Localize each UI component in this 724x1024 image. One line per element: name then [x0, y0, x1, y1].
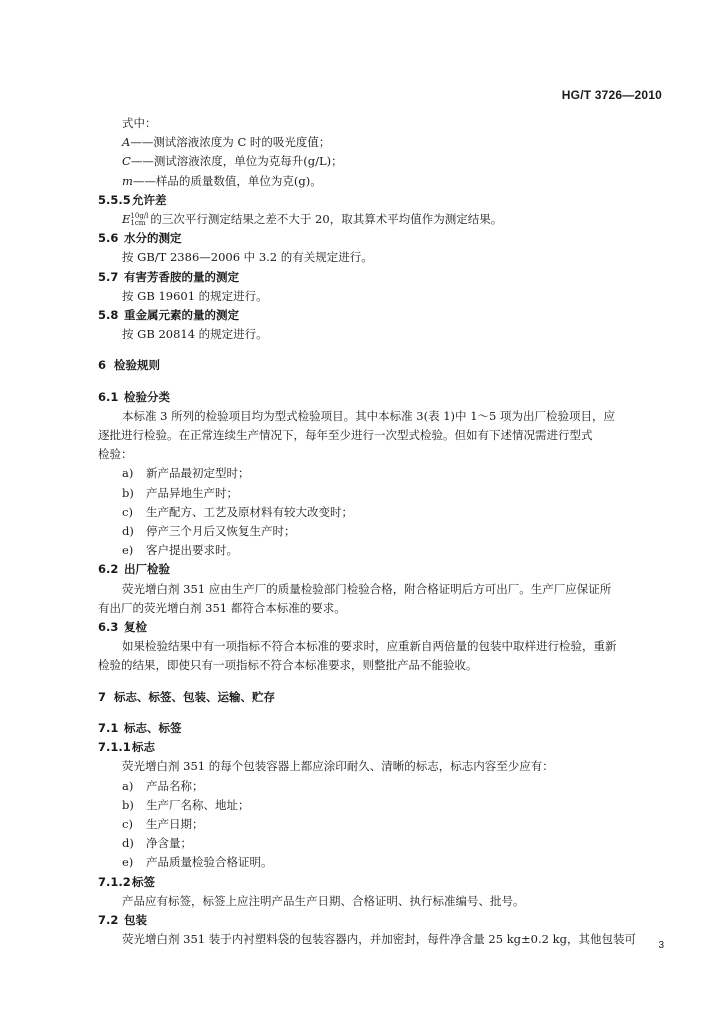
section-heading — [98, 191, 668, 210]
section-number: 6.2 — [98, 562, 119, 577]
list-item — [98, 853, 668, 872]
variable-text: ——测试溶液浓度，单位为克每升(g/L)； — [130, 154, 343, 169]
paragraph: 按 GB 20814 的规定进行。 — [122, 327, 268, 342]
section-title: 标签 — [132, 874, 155, 889]
list-item — [98, 484, 668, 503]
list-marker: c) — [122, 816, 133, 831]
section-number: 7.1.1 — [98, 740, 131, 755]
section-number: 7.1 — [98, 720, 119, 735]
section-title: 允许差 — [132, 192, 167, 207]
extinction-symbol: E — [122, 212, 131, 227]
list-text: 生产日期； — [146, 816, 204, 831]
list-text: 新产品最初定型时； — [146, 466, 250, 481]
list-text: 产品名称； — [146, 778, 204, 793]
section-title: 包装 — [124, 912, 147, 927]
paragraph-line: 检验： — [98, 447, 133, 462]
section-number: 7 — [98, 689, 107, 704]
variable-text: ——样品的质量数值，单位为克(g)。 — [132, 173, 322, 188]
list-marker: a) — [122, 778, 134, 793]
section-heading — [98, 229, 668, 248]
section-title: 复检 — [124, 620, 147, 635]
list-text: 停产三个月后又恢复生产时； — [146, 524, 296, 539]
section-title: 标志、标签 — [124, 720, 182, 735]
paragraph: 产品应有标签，标签上应注明产品生产日期、合格证明、执行标准编号、批号。 — [122, 893, 525, 908]
variable-definition — [98, 133, 668, 152]
section-number: 6.3 — [98, 620, 119, 635]
variable-text: ——测试溶液浓度为 C 时的吸光度值； — [130, 135, 331, 150]
list-text: 生产配方、工艺及原材料有较大改变时； — [146, 504, 353, 519]
section-number: 5.8 — [98, 308, 119, 323]
list-item — [98, 815, 668, 834]
section-title: 标志、标签、包装、运输、贮存 — [114, 689, 275, 704]
list-item — [98, 834, 668, 853]
section-heading — [98, 738, 668, 757]
section-title: 出厂检验 — [124, 562, 170, 577]
list-item — [98, 541, 668, 560]
paragraph-line: 本标准 3 所列的检验项目均为型式检验项目。其中本标准 3(表 1)中 1～5 项为出厂检验项目，应 — [122, 408, 615, 423]
section-heading — [98, 560, 668, 579]
paragraph-line: 逐批进行检验。在正常连续生产情况下，每年至少进行一次型式检验。但如有下述情况需进行型式 — [98, 428, 593, 443]
list-item — [98, 464, 668, 483]
section-number: 5.5.5 — [98, 192, 131, 207]
section-title: 检验规则 — [114, 358, 160, 373]
extinction-superscript: 10g/l — [130, 212, 149, 221]
section-number: 7.2 — [98, 912, 119, 927]
section-title: 有害芳香胺的量的测定 — [124, 269, 239, 284]
section-title: 检验分类 — [124, 389, 170, 404]
section-title: 水分的测定 — [124, 231, 182, 246]
extinction-subscript: 1cm — [130, 219, 146, 228]
paragraph: 荧光增白剂 351 的每个包装容器上都应涂印耐久、清晰的标志，标志内容至少应有： — [122, 759, 554, 774]
list-text: 净含量； — [146, 836, 192, 851]
list-marker: b) — [122, 485, 134, 500]
list-marker: e) — [122, 855, 134, 870]
standard-code: HG/T 3726—2010 — [561, 88, 662, 102]
paragraph: 按 GB/T 2386—2006 中 3.2 的有关规定进行。 — [122, 250, 373, 265]
section-heading — [98, 618, 668, 637]
section-heading — [98, 388, 668, 407]
section-number: 5.6 — [98, 231, 119, 246]
section-number: 7.1.2 — [98, 874, 131, 889]
variable-definition — [98, 152, 668, 171]
paragraph-line: 如果检验结果中有一项指标不符合本标准的要求时，应重新自两倍量的包装中取样进行检验，重新 — [122, 639, 617, 654]
section-title: 标志 — [132, 740, 155, 755]
section-heading — [98, 719, 668, 738]
variable-symbol: A — [122, 135, 131, 150]
page-number: 3 — [658, 940, 664, 951]
list-text: 客户提出要求时。 — [146, 543, 238, 558]
section-heading — [98, 911, 668, 930]
list-marker: d) — [122, 836, 134, 851]
paragraph: 荧光增白剂 351 装于内衬塑料袋的包装容器内，并加密封，每件净含量 25 kg±0.2 kg，其他包装可 — [122, 932, 636, 947]
variable-definition — [98, 172, 668, 191]
variable-symbol: m — [122, 173, 133, 188]
list-text: 产品质量检验合格证明。 — [146, 855, 273, 870]
variable-symbol: C — [122, 154, 131, 169]
paragraph-line: 有出厂的荧光增白剂 351 都符合本标准的要求。 — [98, 600, 346, 615]
list-item — [98, 796, 668, 815]
formula-intro: 式中： — [122, 116, 157, 130]
section-heading — [98, 268, 668, 287]
paragraph-line: 荧光增白剂 351 应由生产厂的质量检验部门检验合格，附合格证明后方可出厂。生产厂应保证所 — [122, 581, 612, 596]
list-item — [98, 522, 668, 541]
section-title: 重金属元素的量的测定 — [124, 308, 239, 323]
list-marker: a) — [122, 466, 134, 481]
section-heading — [98, 873, 668, 892]
list-marker: c) — [122, 504, 133, 519]
document-body — [98, 114, 668, 949]
chapter-heading — [98, 356, 668, 375]
section-number: 5.7 — [98, 269, 119, 284]
list-item — [98, 777, 668, 796]
section-heading — [98, 306, 668, 325]
paragraph-line: 检验的结果，即使只有一项指标不符合本标准要求，则整批产品不能验收。 — [98, 658, 478, 673]
chapter-heading — [98, 688, 668, 707]
list-marker: d) — [122, 524, 134, 539]
list-marker: e) — [122, 543, 134, 558]
section-number: 6 — [98, 358, 107, 373]
list-item — [98, 503, 668, 522]
section-number: 6.1 — [98, 389, 119, 404]
paragraph-text: 的三次平行测定结果之差不大于 20，取其算术平均值作为测定结果。 — [150, 212, 503, 227]
list-marker: b) — [122, 797, 134, 812]
paragraph — [98, 210, 668, 229]
list-text: 生产厂名称、地址； — [146, 797, 250, 812]
list-text: 产品异地生产时； — [146, 485, 238, 500]
paragraph: 按 GB 19601 的规定进行。 — [122, 288, 268, 303]
